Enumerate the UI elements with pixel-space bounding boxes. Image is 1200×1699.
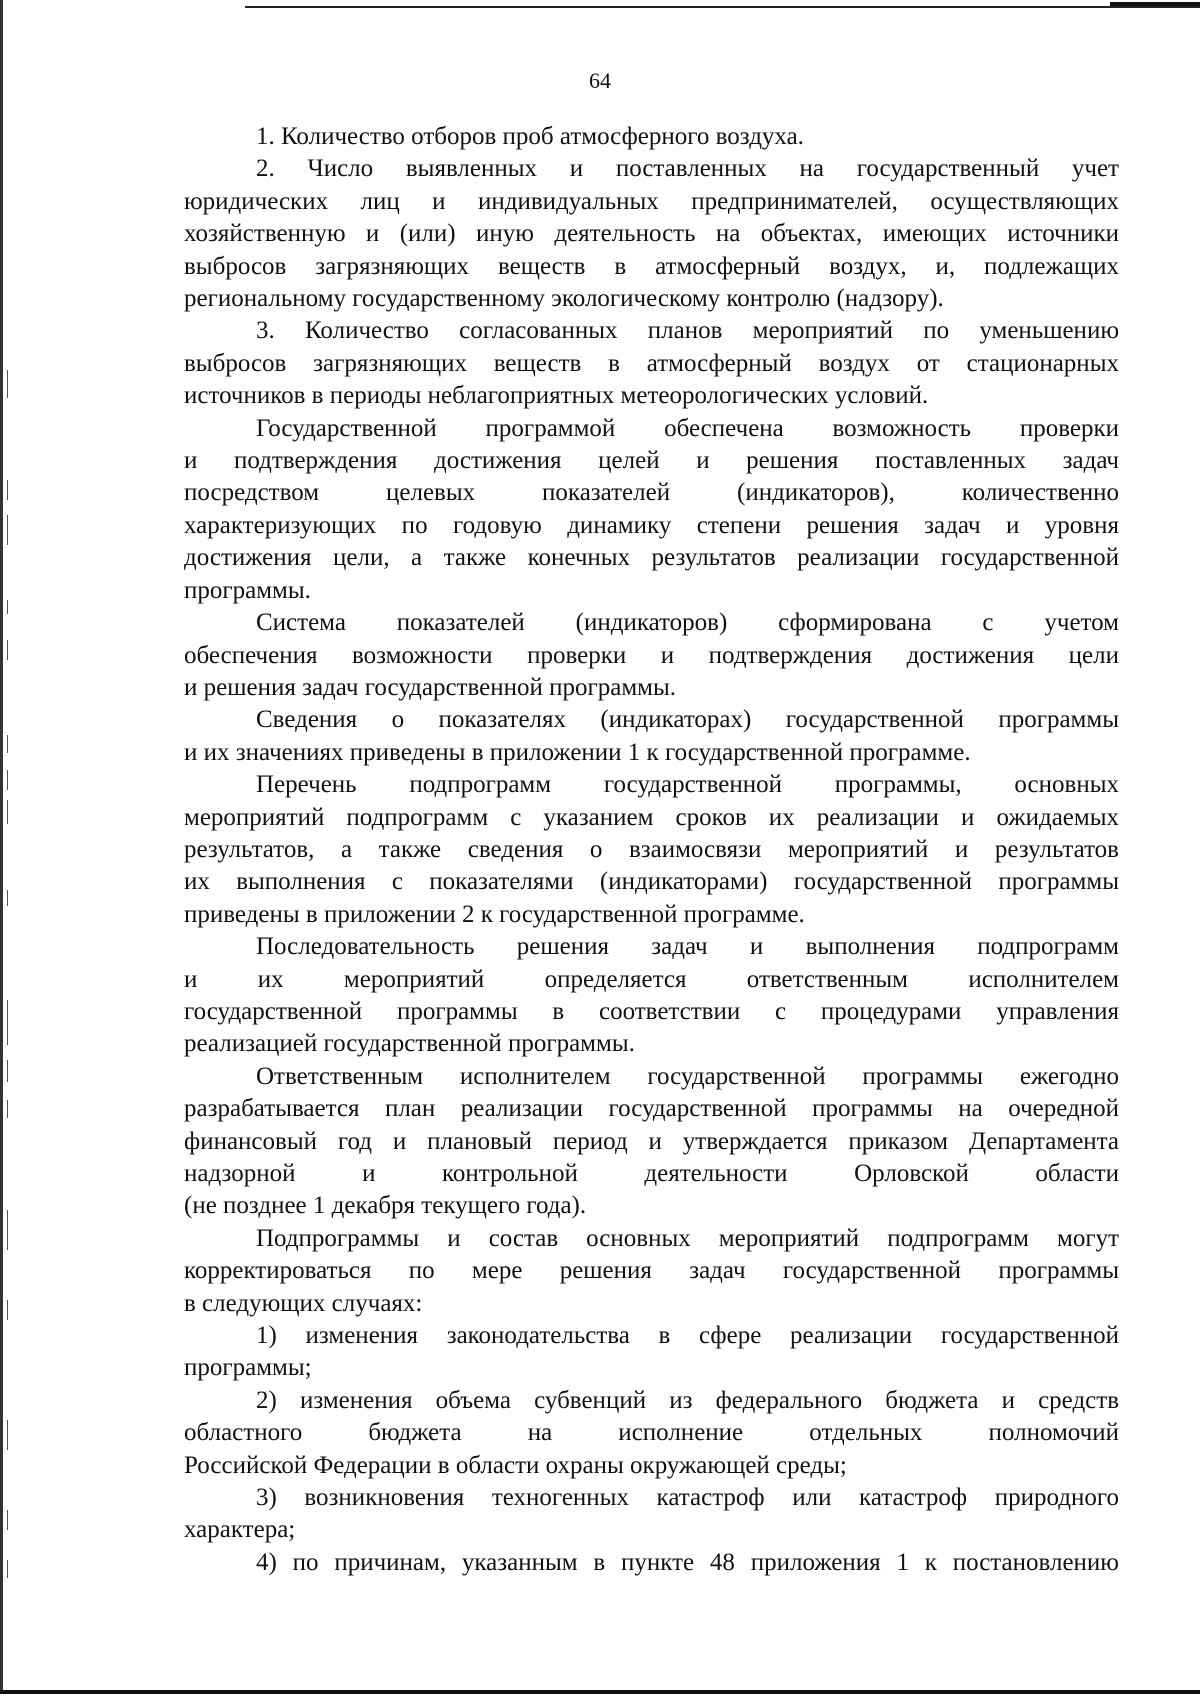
text-line: посредством целевых показателей (индикаторов), количественно bbox=[184, 479, 1119, 507]
text-line: 3) возникновения техногенных катастроф или катастроф природного bbox=[256, 1484, 1119, 1512]
text-line: Ответственным исполнителем государственной программы ежегодно bbox=[256, 1062, 1119, 1090]
paragraph bbox=[184, 1061, 1119, 1223]
text-line: хозяйственную и (или) иную деятельность на объектах, имеющих источники bbox=[184, 220, 1119, 248]
paragraph bbox=[184, 1482, 1119, 1547]
paragraph bbox=[184, 1320, 1119, 1385]
paragraph bbox=[184, 121, 1119, 153]
text-line: областного бюджета на исполнение отдельных полномочий bbox=[184, 1419, 1119, 1447]
text-line: в следующих случаях: bbox=[184, 1289, 423, 1317]
text-line: юридических лиц и индивидуальных предпринимателей, осуществляющих bbox=[184, 187, 1119, 215]
text-line: Подпрограммы и состав основных мероприятий подпрограмм могут bbox=[256, 1224, 1119, 1252]
text-line: 1) изменения законодательства в сфере реализации государственной bbox=[256, 1322, 1119, 1350]
text-line: обеспечения возможности проверки и подтверждения достижения цели bbox=[184, 641, 1119, 669]
text-line: достижения цели, а также конечных результатов реализации государственной bbox=[184, 544, 1119, 572]
paragraph bbox=[184, 931, 1119, 1061]
text-line: Система показателей (индикаторов) сформирована с учетом bbox=[256, 609, 1119, 637]
text-line: государственной программы в соответствии с процедурами управления bbox=[184, 997, 1119, 1025]
text-line: Перечень подпрограмм государственной программы, основных bbox=[256, 771, 1119, 799]
text-line: приведены в приложении 2 к государственной программе. bbox=[184, 900, 805, 928]
text-line: Российской Федерации в области охраны окружающей среды; bbox=[184, 1451, 847, 1479]
text-line: Последовательность решения задач и выполнения подпрограмм bbox=[256, 933, 1119, 961]
paragraph bbox=[184, 1547, 1119, 1579]
text-line: Государственной программой обеспечена возможность проверки bbox=[256, 414, 1119, 442]
paragraph bbox=[184, 413, 1119, 607]
text-line: выбросов загрязняющих веществ в атмосферный воздух, и, подлежащих bbox=[184, 252, 1119, 280]
text-line: 3. Количество согласованных планов мероприятий по уменьшению bbox=[256, 317, 1119, 345]
document-body bbox=[184, 121, 1119, 1579]
text-line: 2. Число выявленных и поставленных на государственный учет bbox=[256, 155, 1119, 183]
text-line: и подтверждения достижения целей и решения поставленных задач bbox=[184, 447, 1119, 475]
text-line: и их мероприятий определяется ответственным исполнителем bbox=[184, 965, 1119, 993]
text-line: результатов, а также сведения о взаимосвязи мероприятий и результатов bbox=[184, 835, 1119, 863]
text-line: финансовый год и плановый период и утверждается приказом Департамента bbox=[184, 1127, 1119, 1155]
text-line: характера; bbox=[184, 1516, 296, 1544]
scan-margin-marks bbox=[0, 0, 40, 1699]
text-line: выбросов загрязняющих веществ в атмосферный воздух от стационарных bbox=[184, 349, 1119, 377]
text-line: (не позднее 1 декабря текущего года). bbox=[184, 1192, 587, 1220]
paragraph bbox=[184, 607, 1119, 704]
page-number: 64 bbox=[589, 68, 611, 93]
text-line: программы. bbox=[184, 576, 311, 604]
text-line: источников в периоды неблагоприятных метеорологических условий. bbox=[184, 382, 929, 410]
text-line: мероприятий подпрограмм с указанием сроков их реализации и ожидаемых bbox=[184, 803, 1119, 831]
text-line: корректироваться по мере решения задач государственной программы bbox=[184, 1257, 1119, 1285]
text-line: и их значениях приведены в приложении 1 к государственной программе. bbox=[184, 738, 971, 766]
text-line: региональному государственному экологическому контролю (надзору). bbox=[184, 285, 944, 313]
paragraph bbox=[184, 315, 1119, 412]
text-line: 4) по причинам, указанным в пункте 48 приложения 1 к постановлению bbox=[256, 1548, 1119, 1576]
paragraph bbox=[184, 1385, 1119, 1482]
paragraph bbox=[184, 704, 1119, 769]
text-line: 2) изменения объема субвенций из федерального бюджета и средств bbox=[256, 1386, 1119, 1414]
text-line: надзорной и контрольной деятельности Орловской области bbox=[184, 1160, 1119, 1187]
text-line: их выполнения с показателями (индикаторами) государственной программы bbox=[184, 868, 1119, 896]
paragraph bbox=[184, 153, 1119, 315]
paragraph bbox=[184, 1223, 1119, 1320]
scan-artifact-top-corner bbox=[1110, 2, 1200, 6]
paragraph bbox=[184, 769, 1119, 931]
text-line: разрабатывается план реализации государственной программы на очередной bbox=[184, 1095, 1119, 1123]
scan-artifact-bottom-line bbox=[0, 1690, 1200, 1694]
text-line: характеризующих по годовую динамику степени решения задач и уровня bbox=[184, 511, 1119, 539]
scan-artifact-top-line bbox=[245, 6, 1200, 8]
text-line: программы; bbox=[184, 1354, 312, 1382]
text-line: 1. Количество отборов проб атмосферного воздуха. bbox=[256, 123, 804, 150]
text-line: Сведения о показателях (индикаторах) государственной программы bbox=[256, 706, 1119, 734]
text-line: реализацией государственной программы. bbox=[184, 1030, 635, 1058]
text-line: и решения задач государственной программы. bbox=[184, 673, 677, 701]
